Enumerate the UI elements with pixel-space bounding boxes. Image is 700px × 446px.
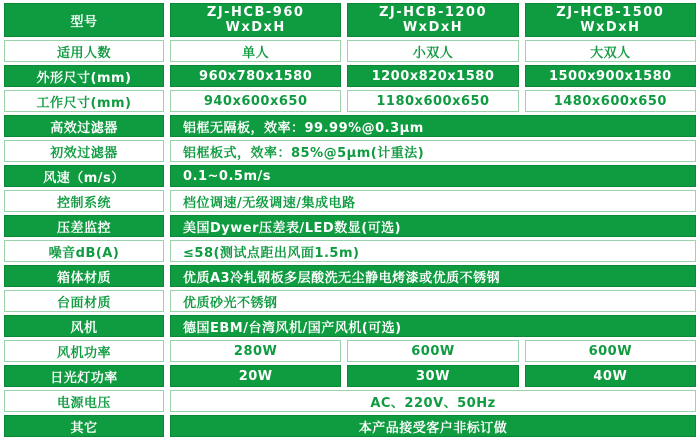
- label-cell: 高效过滤器: [4, 115, 164, 137]
- label-cell: 风机功率: [4, 340, 164, 362]
- model-dimension-key: WxDxH: [402, 20, 464, 35]
- label-cell: 电源电压: [4, 390, 164, 412]
- value-cell: 940x600x650: [170, 90, 341, 112]
- value-cell: 优质A3冷轧钢板多层酸洗无尘静电烤漆或优质不锈钢: [170, 265, 696, 287]
- row-cabinet-material: [4, 265, 696, 287]
- row-fan-power: [4, 340, 696, 362]
- value-cell: 档位调速/无级调速/集成电路: [170, 190, 696, 212]
- row-hepa-filter: [4, 115, 696, 137]
- row-noise: [4, 240, 696, 262]
- label-cell: 适用人数: [4, 40, 164, 62]
- row-fan: [4, 315, 696, 337]
- row-work-dimensions: [4, 90, 696, 112]
- value-cell: 单人: [170, 40, 341, 62]
- value-cell: 优质砂光不锈钢: [170, 290, 696, 312]
- value-cell: 40W: [525, 365, 696, 387]
- value-cell: 0.1~0.5m/s: [170, 165, 696, 187]
- value-cell: 1200x820x1580: [347, 65, 518, 87]
- label-cell: 箱体材质: [4, 265, 164, 287]
- value-cell: ≤58(测试点距出风面1.5m): [170, 240, 696, 262]
- value-cell: 960x780x1580: [170, 65, 341, 87]
- value-cell: 30W: [347, 365, 518, 387]
- row-power-supply: [4, 390, 696, 412]
- label-cell: 日光灯功率: [4, 365, 164, 387]
- row-control-system: [4, 190, 696, 212]
- value-cell: 1500x900x1580: [525, 65, 696, 87]
- value-cell: 1180x600x650: [347, 90, 518, 112]
- value-cell: 大双人: [525, 40, 696, 62]
- model-dimension-key: WxDxH: [225, 20, 286, 35]
- value-cell: 280W: [170, 340, 341, 362]
- model-name: ZJ-HCB-960: [206, 5, 305, 20]
- value-cell: 德国EBM/台湾风机/国产风机(可选): [170, 315, 696, 337]
- row-worktop-material: [4, 290, 696, 312]
- value-cell: 本产品接受客户非标订做: [170, 415, 696, 437]
- label-cell: 台面材质: [4, 290, 164, 312]
- label-cell: 初效过滤器: [4, 140, 164, 162]
- header-row: [4, 3, 696, 37]
- model-name: ZJ-HCB-1500: [556, 5, 665, 20]
- label-cell: 风机: [4, 315, 164, 337]
- header-model-960-cell: [170, 3, 341, 37]
- label-cell: 风速（m/s）: [4, 165, 164, 187]
- label-cell: 控制系统: [4, 190, 164, 212]
- value-cell: 美国Dywer压差表/LED数显(可选): [170, 215, 696, 237]
- value-cell: 600W: [525, 340, 696, 362]
- label-cell: 其它: [4, 415, 164, 437]
- row-air-velocity: [4, 165, 696, 187]
- row-pre-filter: [4, 140, 696, 162]
- value-cell: 铝框无隔板，效率：99.99%@0.3μm: [170, 115, 696, 137]
- value-cell: 600W: [347, 340, 518, 362]
- row-lamp-power: [4, 365, 696, 387]
- label-cell: 工作尺寸(mm): [4, 90, 164, 112]
- row-outer-dimensions: [4, 65, 696, 87]
- model-name: ZJ-HCB-1200: [378, 5, 488, 20]
- header-model-1500-cell: [525, 3, 696, 37]
- value-cell: AC、220V、50Hz: [170, 390, 696, 412]
- label-cell: 压差监控: [4, 215, 164, 237]
- value-cell: 1480x600x650: [525, 90, 696, 112]
- value-cell: 小双人: [347, 40, 518, 62]
- model-dimension-key: WxDxH: [580, 20, 641, 35]
- header-label-cell: 型号: [4, 3, 164, 37]
- row-other: [4, 415, 696, 437]
- header-model-1200-cell: [347, 3, 518, 37]
- value-cell: 20W: [170, 365, 341, 387]
- label-cell: 外形尺寸(mm): [4, 65, 164, 87]
- value-cell: 铝框板式，效率：85%@5μm(计重法): [170, 140, 696, 162]
- row-pressure-monitor: [4, 215, 696, 237]
- label-cell: 噪音dB(A): [4, 240, 164, 262]
- row-capacity: [4, 40, 696, 62]
